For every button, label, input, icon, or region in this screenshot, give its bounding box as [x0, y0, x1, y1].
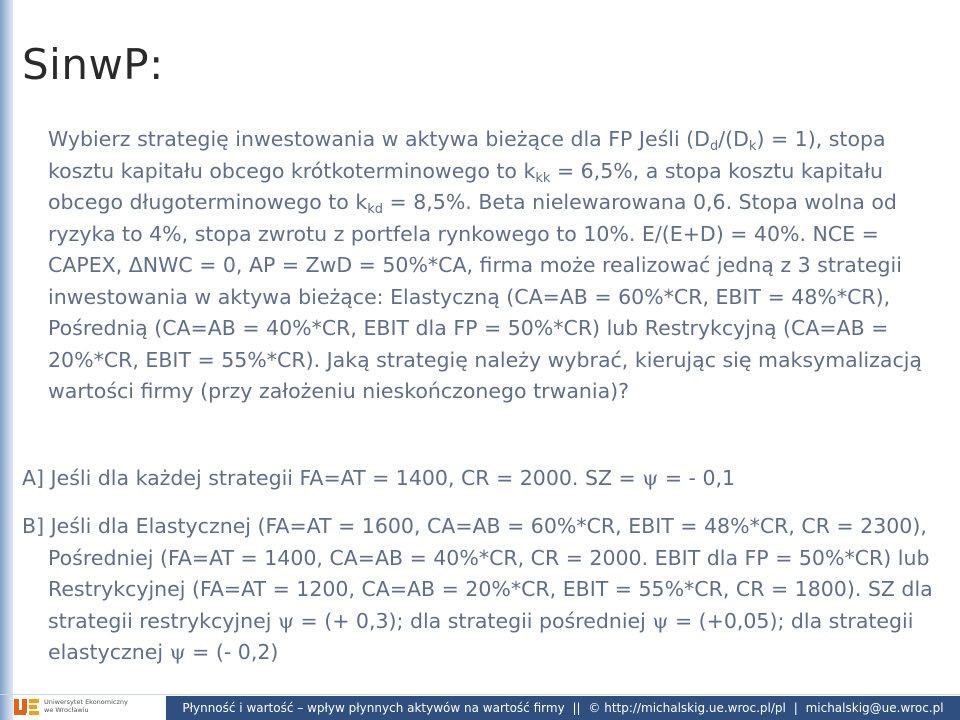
psi-symbol: ψ: [652, 608, 669, 633]
question-part-3: ) = 1), stopa kosztu kapitału obcego krótkoterminowego to k: [48, 127, 886, 183]
question-part-2: /(D: [718, 127, 749, 151]
subscript-kk: kk: [535, 170, 551, 186]
psi-symbol: ψ: [277, 608, 295, 633]
subscript-k: k: [748, 139, 757, 154]
footer-separator: ||: [572, 701, 581, 715]
university-logo: [14, 694, 164, 720]
question-part-4: = 6,5%, a stopa kosztu kapitału obcego długoterminowego to k: [48, 158, 884, 214]
left-accent-bar: [0, 0, 13, 720]
question-text: [48, 124, 948, 408]
subscript-kd: kd: [367, 202, 384, 217]
footer-separator: |: [793, 701, 798, 715]
logo-line-1: Uniwersytet Ekonomiczny: [44, 698, 128, 706]
psi-symbol: ψ: [169, 640, 186, 664]
slide-title: SinwP:: [22, 40, 164, 89]
answer-b: [22, 511, 960, 669]
subscript-d: d: [709, 139, 719, 154]
question-part-1: Wybierz strategię inwestowania w aktywa bieżące dla FP Jeśli (D: [48, 127, 710, 151]
answer-a: [22, 463, 942, 495]
answer-b-part-3: = (+0,05); dla strategii elastycznej: [48, 608, 914, 664]
question-part-5: = 8,5%. Beta nielewarowana 0,6. Stopa wolna od ryzyka to 4%, stopa zwrotu z portfela rynkowego to 10%. E/(E+D) = 40%. NCE = CAPEX, ΔNWC = 0, AP = ZwD = 50%*CA, firma może realizować jedną z 3 strategii inwestowania w aktywa bieżące: Elastyczną (CA=AB = 60%*CR, EBIT = 48%*CR), Pośrednią (CA=AB = 40%*CR, EBIT dla FP = 50%*CR) lub Restrykcyjną (CA=AB = 20%*CR, EBIT = 55%*CR). Jaką strategię należy wybrać, kierując się maksymalizacją wartości firmy (przy założeniu nieskończonego trwania)?: [48, 190, 922, 403]
ue-logo-icon: [14, 696, 40, 718]
psi-symbol: ψ: [642, 466, 659, 490]
answer-a-tail: = - 0,1: [658, 466, 736, 490]
logo-line-2: we Wrocławiu: [44, 706, 89, 714]
footer-website-link[interactable]: © http://michalskig.ue.wroc.pl/pl: [588, 701, 786, 715]
footer-bar: [166, 696, 960, 720]
answer-a-text: A] Jeśli dla każdej strategii FA=AT = 1400, CR = 2000. SZ =: [22, 466, 643, 490]
footer-email-link[interactable]: michalskig@ue.wroc.pl: [805, 701, 944, 715]
answer-b-part-4: = (- 0,2): [185, 640, 279, 664]
logo-caption: [44, 698, 128, 714]
answer-b-part-2: = (+ 0,3); dla strategii pośredniej: [294, 608, 653, 633]
footer-course-title: Płynność i wartość – wpływ płynnych aktywów na wartość firmy: [182, 701, 565, 715]
answer-b-part-1: B] Jeśli dla Elastycznej (FA=AT = 1600, CA=AB = 60%*CR, EBIT = 48%*CR, CR = 2300), Pośredniej (FA=AT = 1400, CA=AB = 40%*CR, CR = 2000. EBIT dla FP = 50%*CR) lub Restrykcyjnej (FA=AT = 1200, CA=AB = 20%*CR, EBIT = 55%*CR, CR = 1800). SZ dla strategii restrykcyjnej: [22, 514, 933, 633]
